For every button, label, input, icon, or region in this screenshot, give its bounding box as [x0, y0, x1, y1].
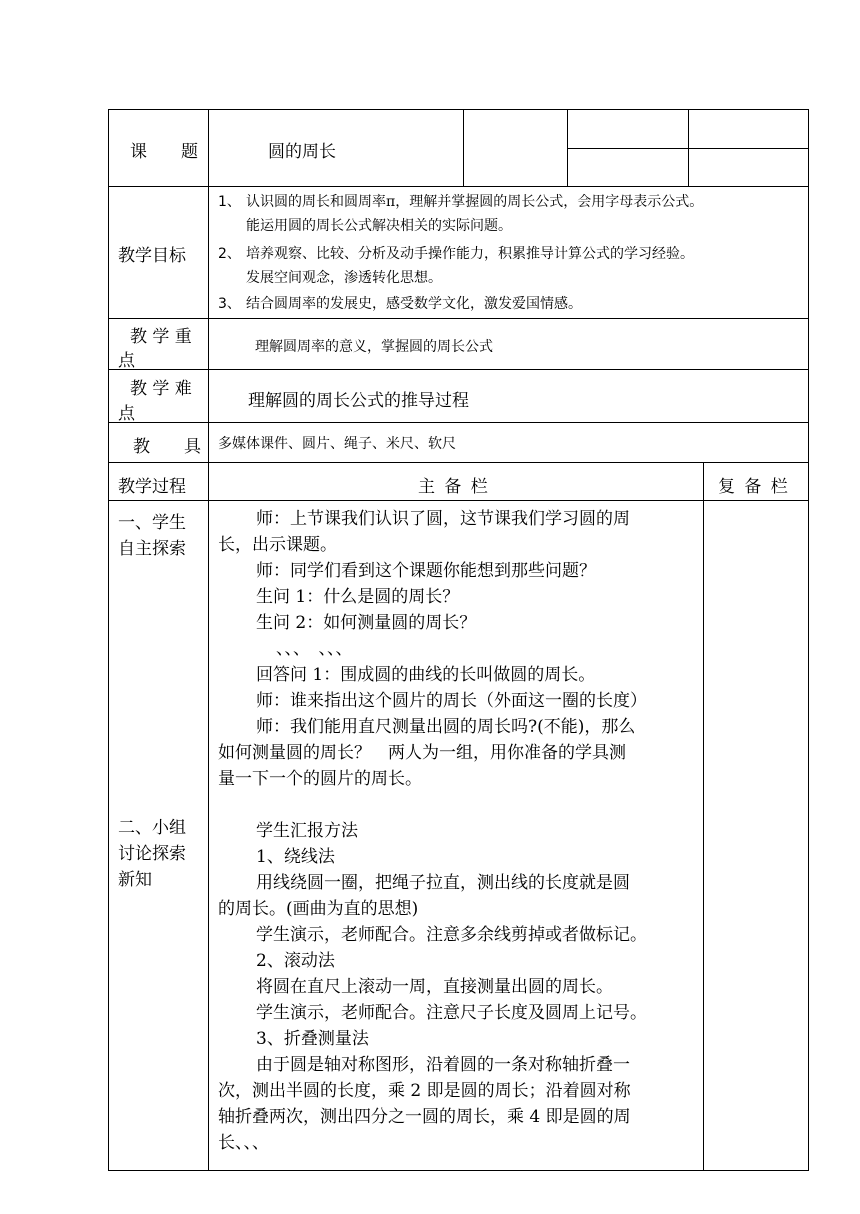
objective-text-cont: 发展空间观念，渗透转化思想。: [246, 270, 442, 286]
key-point-label-cont: 点: [118, 351, 135, 371]
stage-2-line: 二、小组: [118, 818, 186, 838]
content-line: 、、、 、、、: [276, 639, 353, 659]
row-divider: [108, 369, 809, 370]
content-line: 生问 2：如何测量圆的周长？: [256, 613, 477, 633]
content-line: 生问 1：什么是圆的周长？: [256, 587, 460, 607]
objective-number: 3、: [218, 296, 241, 312]
col-divider: [463, 109, 464, 186]
method-heading: 3、折叠测量法: [256, 1029, 369, 1049]
subject-label: 课 题: [130, 142, 198, 162]
stage-1-line: 自主探索: [118, 539, 186, 559]
content-line: 师：同学们看到这个课题你能想到那些问题？: [256, 561, 596, 581]
content-line: 由于圆是轴对称图形，沿着圆的一条对称轴折叠一: [256, 1055, 630, 1075]
content-line: 学生汇报方法: [256, 821, 358, 841]
content-line: 如何测量圆的周长？ 两人为一组，用你准备的学具测: [218, 743, 626, 763]
content-line: 用线绕圆一圈，把绳子拉直，测出线的长度就是圆: [256, 873, 630, 893]
main-prep-col-label: 主 备 栏: [418, 477, 490, 497]
row-divider: [108, 186, 809, 187]
method-heading: 1、绕线法: [256, 847, 335, 867]
content-line: 学生演示，老师配合。注意多余线剪掉或者做标记。: [256, 925, 647, 945]
content-line: 的周长。(画曲为直的思想): [218, 899, 419, 919]
row-divider: [108, 422, 809, 423]
col-divider: [688, 109, 689, 186]
content-line: 师：谁来指出这个圆片的周长（外面这一圈的长度）: [256, 691, 647, 711]
objective-text: 结合圆周率的发展史，感受数学文化，激发爱国情感。: [246, 296, 582, 312]
objective-number: 1、: [218, 194, 241, 210]
content-line: 师：上节课我们认识了圆，这节课我们学习圆的周: [256, 509, 630, 529]
content-line: 量一下一个的圆片的周长。: [218, 769, 422, 789]
difficulty-label: 教 学 难: [130, 379, 192, 399]
objective-text: 认识圆的周长和圆周率π，理解并掌握圆的周长公式，会用字母表示公式。: [246, 194, 704, 210]
objective-item-1: [218, 190, 703, 238]
content-line: 长，出示课题。: [218, 535, 337, 555]
objective-text-cont: 能运用圆的周长公式解决相关的实际问题。: [246, 218, 512, 234]
tools-label: 教 具: [133, 437, 201, 457]
lesson-title: 圆的周长: [268, 142, 336, 162]
lesson-content: [218, 506, 698, 1156]
key-point-label: 教 学 重: [130, 327, 192, 347]
content-line: 将圆在直尺上滚动一周，直接测量出圆的周长。: [256, 977, 613, 997]
stage-2-label: [118, 815, 186, 893]
stage-1-label: [118, 510, 186, 562]
review-prep-col-label: 复 备 栏: [718, 477, 790, 497]
stage-2-line: 新知: [118, 870, 152, 890]
content-line: 轴折叠两次，测出四分之一圆的周长，乘 4 即是圆的周: [218, 1107, 631, 1127]
objective-item-2: [218, 242, 694, 290]
content-line: 学生演示，老师配合。注意尺子长度及圆周上记号。: [256, 1003, 647, 1023]
method-heading: 2、滚动法: [256, 951, 335, 971]
col-divider: [567, 109, 568, 186]
objective-item-3: [218, 292, 582, 316]
difficulty-value: 理解圆的周长公式的推导过程: [248, 391, 469, 411]
objective-number: 2、: [218, 246, 241, 262]
difficulty-label-cont: 点: [118, 404, 135, 424]
content-line: 次，测出半圆的长度，乘 2 即是圆的周长；沿着圆对称: [218, 1081, 631, 1101]
content-line: 师：我们能用直尺测量出圆的周长吗?(不能)，那么: [256, 717, 636, 737]
key-point-value: 理解圆周率的意义，掌握圆的周长公式: [255, 339, 493, 355]
table-border-top: [108, 109, 809, 110]
content-line: 长、、、: [218, 1133, 269, 1153]
stage-1-line: 一、学生: [118, 513, 186, 533]
col-divider: [208, 109, 209, 1171]
stage-2-line: 讨论探索: [118, 844, 186, 864]
tools-value: 多媒体课件、圆片、绳子、米尺、软尺: [218, 436, 456, 452]
objective-text: 培养观察、比较、分析及动手操作能力，积累推导计算公式的学习经验。: [246, 246, 694, 262]
process-col-label: 教学过程: [118, 477, 186, 497]
row-divider: [108, 318, 809, 319]
content-line: 回答问 1：围成圆的曲线的长叫做圆的周长。: [256, 665, 596, 685]
objectives-label: 教学目标: [118, 246, 186, 266]
table-border-right: [808, 109, 809, 1171]
table-border-left: [108, 109, 109, 1171]
col-divider: [703, 462, 704, 1171]
